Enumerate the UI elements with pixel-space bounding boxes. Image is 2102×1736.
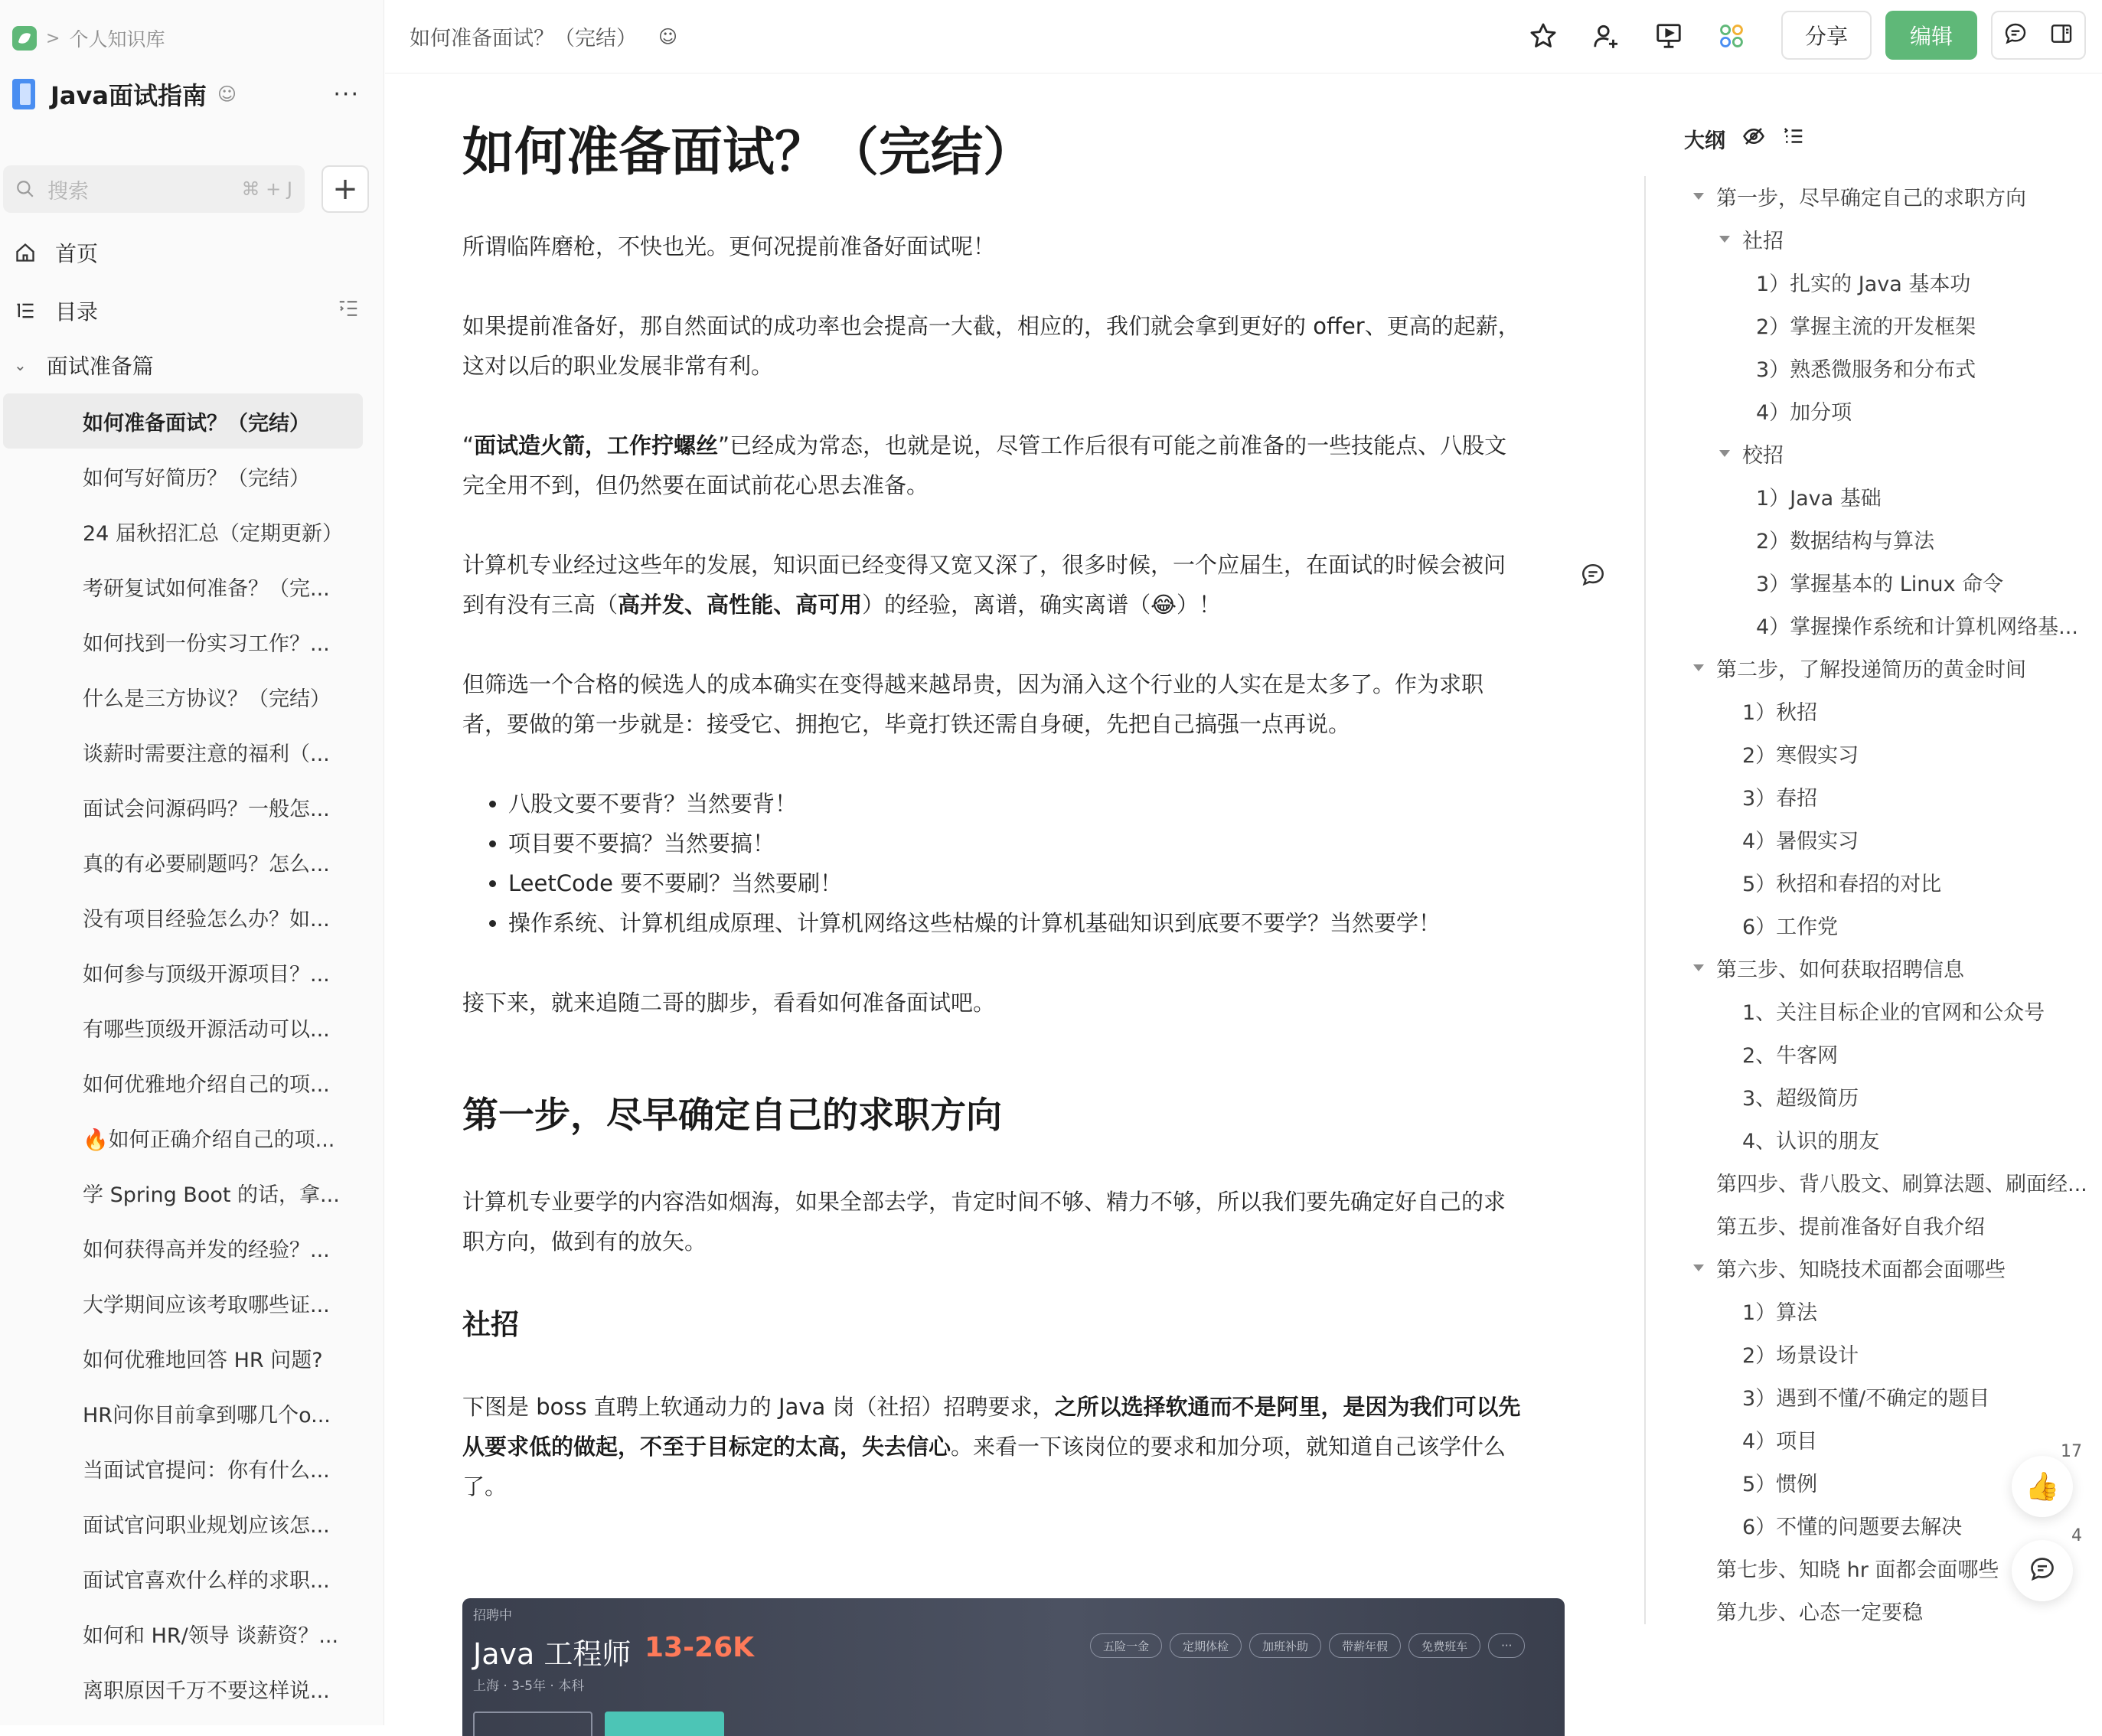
comments-icon[interactable] <box>2003 21 2028 49</box>
sidebar-doc-label: 🔥如何正确介绍自己的项... <box>83 1127 335 1152</box>
outline-item[interactable] <box>1742 1075 1859 1118</box>
text-fragment: 到有没有三高（ <box>462 592 619 618</box>
outline-item[interactable] <box>1719 432 1784 475</box>
outline-item[interactable] <box>1742 775 1817 817</box>
outline-item-label: 第五步、提前准备好自我介绍 <box>1716 1215 1985 1239</box>
sidebar-doc-item[interactable] <box>0 1275 363 1330</box>
outline-header <box>1684 124 1805 154</box>
sidebar-doc-item[interactable] <box>0 1385 363 1441</box>
sidebar-doc-label: 如何优雅地回答 HR 问题? <box>83 1348 323 1372</box>
sidebar-doc-label: 如何写好简历？（完结） <box>83 466 310 491</box>
outline-item-label: 3）遇到不懂/不确定的题目 <box>1742 1386 1990 1411</box>
job-posting-image <box>462 1598 1565 1736</box>
outline-item-label: 1）秋招 <box>1742 700 1818 725</box>
sidebar-doc-label: 真的有必要刷题吗？怎么... <box>83 852 330 876</box>
header-icon-group <box>1526 18 1749 54</box>
sidebar-doc-label: 如何获得高并发的经验？... <box>83 1238 330 1262</box>
header-doc-title <box>410 21 677 51</box>
outline-item-label: 4）暑假实习 <box>1742 829 1859 853</box>
sidebar-doc-item[interactable] <box>3 393 363 449</box>
present-icon[interactable] <box>1651 18 1686 54</box>
outline-item-label: 4、认识的朋友 <box>1742 1129 1880 1154</box>
outline-item-label: 6）不懂的问题要去解决 <box>1742 1515 1963 1539</box>
outline-item-label: 2、牛客网 <box>1742 1043 1839 1068</box>
sidebar-doc-label: 如何找到一份实习工作？... <box>83 631 330 656</box>
paragraph <box>462 426 1565 505</box>
outline-item[interactable] <box>1693 946 1964 989</box>
search-row <box>3 165 369 213</box>
outline-item[interactable] <box>1742 689 1817 732</box>
outline-item[interactable] <box>1742 1503 1962 1546</box>
text-fragment: “ <box>462 432 475 458</box>
sidebar-doc-item[interactable] <box>0 1165 363 1220</box>
sidebar-doc-item[interactable] <box>0 504 363 559</box>
outline-item[interactable] <box>1756 560 2003 603</box>
outline-item[interactable] <box>1716 1546 1999 1589</box>
bold-text: 高可用 <box>795 592 863 618</box>
outline-item-label: 2）掌握主流的开发框架 <box>1756 315 1976 339</box>
home-icon <box>12 242 38 263</box>
paragraph <box>462 664 1565 744</box>
doc-title: 如何准备面试？（完结） <box>462 122 1036 183</box>
outline-item-label: 3、超级简历 <box>1742 1086 1859 1111</box>
sidebar-doc-item[interactable] <box>0 1000 363 1055</box>
emoji-reaction-icon[interactable]: ☺ <box>658 25 678 47</box>
text-line: 这对以后的职业发展非常有利。 <box>462 353 774 379</box>
directory-icon <box>12 300 38 321</box>
outline-item-label: 3）春招 <box>1742 786 1818 811</box>
outline-item-label: 4）掌握操作系统和计算机网络基... <box>1756 615 2078 639</box>
directory-settings-icon[interactable] <box>337 297 360 325</box>
text-line: 者，要做的第一步就是：接受它、拥抱它，毕竟打铁还需自身硬，先把自己搞强一点再说。 <box>462 711 1351 737</box>
sidebar-doc-item[interactable] <box>0 669 363 724</box>
thumbs-up-icon: 👍 <box>2025 1471 2060 1503</box>
outline-item-label: 第四步、背八股文、刷算法题、刷面经... <box>1716 1172 2087 1196</box>
caret-down-icon[interactable] <box>1693 664 1704 671</box>
job-card-button-outline <box>473 1712 592 1736</box>
sidebar-doc-label: 如何参与顶级开源项目？... <box>83 962 330 987</box>
header-toggle-group <box>1991 11 2086 60</box>
outline-item-label: 2）数据结构与算法 <box>1756 529 1935 553</box>
paragraph: 接下来，就来追随二哥的脚步，看看如何准备面试吧。 <box>462 990 996 1016</box>
caret-down-icon[interactable] <box>1719 450 1730 457</box>
outline-item[interactable] <box>1742 1460 1817 1503</box>
outline-item[interactable] <box>1756 260 1970 303</box>
outline-item[interactable] <box>1742 989 2045 1032</box>
outline-divider <box>1644 176 1646 1624</box>
comment-count: 4 <box>2071 1526 2082 1545</box>
add-collaborator-icon[interactable] <box>1588 18 1624 54</box>
list-item: • 八股文要不要背？当然要背！ <box>508 784 1565 824</box>
sidebar-doc-label: 面试官问职业规划应该怎... <box>83 1513 330 1538</box>
sidebar-doc-label: 面试官喜欢什么样的求职... <box>83 1568 330 1593</box>
sidebar-toggle-icon[interactable] <box>2049 21 2074 49</box>
outline-item-label: 4）加分项 <box>1756 400 1852 425</box>
text-line: 完全用不到，但仍然要在面试前花心思去准备。 <box>462 472 929 498</box>
knowledge-base-title[interactable]: Java面试指南 <box>51 81 207 110</box>
star-icon[interactable] <box>1526 18 1561 54</box>
outline-item-label: 社招 <box>1742 229 1784 253</box>
bold-text: 、 <box>684 592 707 618</box>
bold-text: 高性能 <box>707 592 774 618</box>
sidebar-doc-label: 离职原因千万不要这样说... <box>83 1679 330 1703</box>
outline-item[interactable] <box>1742 903 1838 946</box>
bold-text: 、 <box>773 592 796 618</box>
sidebar-doc-label: 有哪些顶级开源活动可以... <box>83 1017 330 1042</box>
caret-down-icon[interactable] <box>1719 236 1730 243</box>
outline-item[interactable] <box>1716 1203 1985 1246</box>
caret-down-icon[interactable] <box>1693 193 1704 200</box>
text-fragment: 。来看一下该岗位的要求和加分项，就知道自己该学什么 <box>951 1434 1506 1460</box>
outline-item-label: 第九步、心态一定要稳 <box>1716 1601 1923 1625</box>
sidebar-doc-label: 24 届秋招汇总（定期更新） <box>83 521 343 546</box>
heading-social-recruit: 社招 <box>462 1308 519 1341</box>
outline-item[interactable] <box>1716 1160 2087 1203</box>
sidebar-item-label: 目录 <box>55 299 99 325</box>
job-status: 招聘中 <box>473 1608 512 1623</box>
text-line: 计算机专业经过这些年的发展，知识面已经变得又宽又深了，很多时候，一个应届生，在面试的时候会被问 <box>462 552 1506 578</box>
sidebar-item-home[interactable] <box>12 231 372 274</box>
text-line: 但筛选一个合格的候选人的成本确实在变得越来越昂贵，因为涌入这个行业的人实在是太多了。作为求职 <box>462 671 1484 697</box>
caret-down-icon[interactable] <box>1693 1264 1704 1271</box>
outline-item[interactable] <box>1742 1032 1838 1075</box>
caret-down-icon[interactable] <box>1693 964 1704 971</box>
paragraph <box>462 545 1565 625</box>
like-count: 17 <box>2061 1442 2082 1461</box>
sidebar-doc-label: 大学期间应该考取哪些证... <box>83 1293 330 1317</box>
outline-item-label: 2）场景设计 <box>1742 1343 1859 1368</box>
outline-item-label: 5）秋招和春招的对比 <box>1742 872 1942 896</box>
sidebar-doc-label: 谈薪时需要注意的福利（... <box>83 742 330 766</box>
more-options-icon[interactable]: ··· <box>333 80 360 108</box>
sidebar-doc-label: 面试会问源码吗？一般怎... <box>83 797 330 821</box>
sidebar-doc-item[interactable] <box>0 1220 363 1275</box>
paragraph <box>462 1182 1565 1261</box>
outline-item[interactable] <box>1756 475 1882 517</box>
benefit-tag: 加班补助 <box>1249 1633 1321 1658</box>
sidebar-doc-item[interactable] <box>0 889 363 945</box>
outline-item[interactable] <box>1756 389 1852 432</box>
app-logo[interactable] <box>12 26 37 51</box>
sidebar-doc-item[interactable] <box>0 1330 363 1385</box>
outline-item[interactable] <box>1742 817 1859 860</box>
outline-item-label: 校招 <box>1742 443 1784 468</box>
sidebar-doc-item[interactable] <box>0 1606 363 1661</box>
hide-outline-icon[interactable] <box>1742 125 1765 153</box>
text-fragment: ”已经成为常态，也就是说，尽管工作后很有可能之前准备的一些技能点、八股文 <box>718 432 1507 458</box>
doc-group-toggle[interactable] <box>12 346 154 384</box>
job-card-button-primary <box>605 1712 724 1736</box>
outline-item[interactable] <box>1719 217 1784 260</box>
outline-item-label: 第三步、如何获取招聘信息 <box>1716 958 1964 982</box>
outline-heading: 大纲 <box>1684 129 1725 153</box>
doc-group-label: 面试准备篇 <box>46 354 154 379</box>
sidebar-doc-label: HR问你目前拿到哪几个o... <box>83 1403 331 1428</box>
bold-text: 面试造火箭，工作拧螺丝 <box>474 432 719 458</box>
paragraph <box>462 306 1565 386</box>
comment-button[interactable] <box>2012 1526 2082 1601</box>
outline-item[interactable] <box>1693 175 2026 217</box>
sidebar-doc-label: 如何和 HR/领导 谈薪资？... <box>83 1623 339 1648</box>
breadcrumb-kb-link[interactable]: 个人知识库 <box>69 28 165 51</box>
sidebar-doc-label: 如何优雅地介绍自己的项... <box>83 1072 330 1097</box>
knowledge-base-header <box>12 75 372 113</box>
sidebar-doc-label: 考研复试如何准备？（完... <box>83 576 330 601</box>
text-fragment: 下图是 boss 直聘上软通动力的 Java 岗（社招）招聘要求， <box>462 1394 1055 1420</box>
sidebar-doc-item[interactable] <box>0 945 363 1000</box>
outline-item[interactable] <box>1742 1418 1817 1460</box>
sidebar-doc-item[interactable] <box>0 834 363 889</box>
outline-item[interactable] <box>1756 517 1934 560</box>
add-button[interactable]: + <box>322 165 369 213</box>
heading-step1: 第一步，尽早确定自己的求职方向 <box>462 1095 1002 1137</box>
apps-icon[interactable] <box>1714 18 1749 54</box>
outline-item-label: 第七步、知晓 hr 面都会面哪些 <box>1716 1558 1999 1582</box>
text-line: 了。 <box>462 1473 508 1499</box>
bold-text: 从要求低的做起，不至于目标定的太高，失去信心 <box>462 1434 951 1460</box>
text-fragment: ）的经验，离谱，确实离谱（😂）！ <box>862 592 1221 618</box>
outline-item[interactable] <box>1756 303 1976 346</box>
outline-item[interactable] <box>1742 1289 1817 1332</box>
sidebar-doc-item[interactable] <box>0 1661 363 1716</box>
sidebar-item-directory[interactable] <box>12 289 372 332</box>
text-line: 职方向，做到有的放矢。 <box>462 1229 707 1255</box>
outline-level-icon[interactable] <box>1782 125 1805 153</box>
sidebar-doc-item[interactable] <box>0 1551 363 1606</box>
bold-text: 之所以选择软通而不是阿里，是因为我们可以先 <box>1054 1394 1521 1420</box>
outline-item-label: 1）算法 <box>1742 1300 1818 1325</box>
outline-item-label: 6）工作党 <box>1742 915 1839 939</box>
benefit-tag: 定期体检 <box>1170 1633 1242 1658</box>
sidebar-item-label: 首页 <box>55 241 99 266</box>
comment-icon <box>2029 1555 2056 1586</box>
paragraph: 所谓临阵磨枪，不快也光。更何况提前准备好面试呢！ <box>462 233 996 259</box>
list-item: • 操作系统、计算机组成原理、计算机网络这些枯燥的计算机基础知识到底要不要学？当然要学！ <box>508 903 1565 943</box>
job-benefits <box>1090 1633 1525 1658</box>
outline-item-label: 2）寒假实习 <box>1742 743 1859 768</box>
outline-item-label: 1、关注目标企业的官网和公众号 <box>1742 1000 2045 1025</box>
top-header <box>385 0 2102 73</box>
outline-item-label: 第二步，了解投递简历的黄金时间 <box>1716 658 2026 682</box>
outline-item-label: 第六步、知晓技术面都会面哪些 <box>1716 1258 2006 1282</box>
outline-item-label: 5）惯例 <box>1742 1472 1818 1496</box>
sidebar <box>0 0 384 1725</box>
benefit-tag: 带薪年假 <box>1329 1633 1401 1658</box>
sidebar-doc-item[interactable] <box>0 559 363 614</box>
list-item: • 项目要不要搞？当然要搞！ <box>508 824 1565 863</box>
outline-item-label: 3）熟悉微服务和分布式 <box>1756 357 1976 382</box>
sidebar-doc-item[interactable] <box>0 1055 363 1110</box>
list-item: • LeetCode 要不要刷？当然要刷！ <box>508 863 1565 903</box>
job-title: Java 工程师 <box>473 1637 632 1671</box>
sidebar-doc-label: 当面试官提问：你有什么... <box>83 1458 330 1483</box>
outline-item[interactable] <box>1742 1375 1989 1418</box>
sidebar-doc-item[interactable] <box>0 614 363 669</box>
book-icon <box>12 79 35 109</box>
outline-item-label: 4）项目 <box>1742 1429 1818 1454</box>
inline-comment-icon[interactable] <box>1580 562 1606 591</box>
edit-button[interactable]: 编辑 <box>1885 11 1977 60</box>
sidebar-doc-item[interactable] <box>0 1441 363 1496</box>
article-body <box>462 107 1565 1506</box>
bold-text: 高并发 <box>618 592 685 618</box>
outline-item-label: 1）Java 基础 <box>1756 486 1882 511</box>
outline-item[interactable] <box>1742 860 1941 903</box>
search-input[interactable] <box>3 165 305 213</box>
chevron-right-icon: > <box>46 28 60 48</box>
chevron-down-icon: ⌄ <box>14 356 27 374</box>
doc-list <box>0 393 384 1716</box>
sidebar-doc-label: 学 Spring Boot 的话，拿... <box>83 1183 340 1207</box>
breadcrumb <box>12 23 165 54</box>
text-line: 如果提前准备好，那自然面试的成功率也会提高一大截，相应的，我们就会拿到更好的 offer、更高的起薪， <box>462 313 1520 339</box>
sidebar-doc-label: 没有项目经验怎么办？如... <box>83 907 330 932</box>
search-shortcut: ⌘ + J <box>241 178 292 200</box>
share-button[interactable]: 分享 <box>1781 11 1872 60</box>
search-icon <box>15 179 35 199</box>
like-button[interactable] <box>2012 1442 2082 1517</box>
sidebar-doc-item[interactable] <box>0 724 363 779</box>
benefit-tag: 免费班车 <box>1408 1633 1480 1658</box>
sidebar-doc-item[interactable] <box>0 779 363 834</box>
job-meta: 上海 · 3-5年 · 本科 <box>473 1679 585 1694</box>
outline-item-label: 第一步，尽早确定自己的求职方向 <box>1716 186 2026 210</box>
sidebar-doc-label: 什么是三方协议？（完结） <box>83 687 331 711</box>
text-line: 计算机专业要学的内容浩如烟海，如果全部去学，肯定时间不够、精力不够，所以我们要先确定好自己的求 <box>462 1189 1506 1215</box>
sidebar-doc-label: 如何准备面试？（完结） <box>83 411 310 436</box>
header-doc-title-text: 如何准备面试？（完结） <box>410 27 637 51</box>
paragraph <box>462 1387 1565 1506</box>
bullet-list <box>462 784 1565 943</box>
outline-item-label: 3）掌握基本的 Linux 命令 <box>1756 572 2004 596</box>
sidebar-doc-item[interactable] <box>0 449 363 504</box>
search-placeholder: 搜索 <box>47 179 89 204</box>
outline-item-label: 1）扎实的 Java 基本功 <box>1756 272 1971 296</box>
sidebar-doc-item[interactable] <box>0 1110 363 1165</box>
outline-item[interactable] <box>1742 1118 1879 1160</box>
job-salary: 13-26K <box>645 1632 755 1663</box>
emoji-reaction-icon[interactable]: ☺ <box>217 83 237 105</box>
outline-item[interactable] <box>1693 1246 2006 1289</box>
outline-item[interactable] <box>1742 732 1859 775</box>
outline-item[interactable] <box>1756 603 2078 646</box>
outline-item[interactable] <box>1756 346 1976 389</box>
outline-item[interactable] <box>1693 646 2026 689</box>
sidebar-doc-item[interactable] <box>0 1496 363 1551</box>
outline-item[interactable] <box>1742 1332 1859 1375</box>
benefit-tag: 五险一金 <box>1090 1633 1162 1658</box>
outline-item[interactable] <box>1716 1589 1923 1632</box>
benefit-tag: ··· <box>1488 1633 1525 1658</box>
